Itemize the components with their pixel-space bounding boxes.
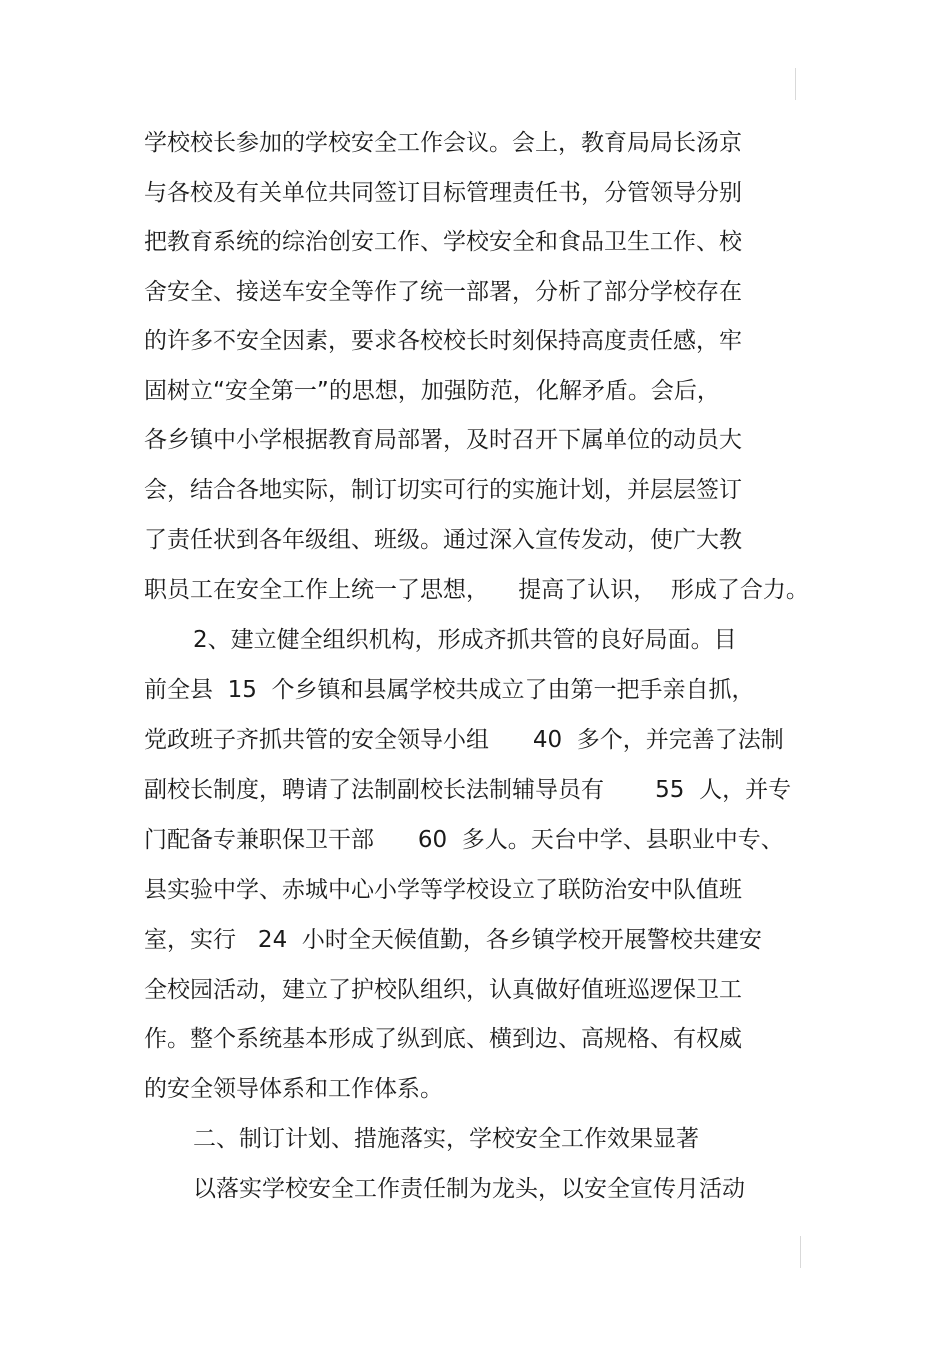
- text-line: 的许多不安全因素，要求各校校长时刻保持高度责任感，牢: [144, 328, 742, 354]
- text-line: 固树立“安全第一”的思想，加强防范，化解矛盾。会后，: [144, 378, 720, 404]
- text-line: 前全县 15 个乡镇和县属学校共成立了由第一把手亲自抓，: [144, 677, 755, 703]
- text-line: 作。整个系统基本形成了纵到底、横到边、高规格、有权威: [144, 1026, 742, 1052]
- paragraph-start-line: 以落实学校安全工作责任制为龙头，以安全宣传月活动: [193, 1176, 745, 1202]
- text-line: 各乡镇中小学根据教育局部署，及时召开下属单位的动员大: [144, 427, 742, 453]
- text-line: 门配备专兼职保卫干部 60 多人。天台中学、县职业中专、: [144, 827, 784, 853]
- text-line: 职员工在安全工作上统一了思想， 提高了认识， 形成了合力。: [144, 577, 809, 603]
- text-line: 把教育系统的综治创安工作、学校安全和食品卫生工作、校: [144, 229, 742, 255]
- text-line: 的安全领导体系和工作体系。: [144, 1076, 443, 1102]
- text-line: 学校校长参加的学校安全工作会议。会上，教育局局长汤京: [144, 130, 742, 156]
- page-corner-mark-top: [795, 68, 796, 100]
- text-line: 全校园活动，建立了护校队组织，认真做好值班巡逻保卫工: [144, 977, 742, 1003]
- text-line: 会，结合各地实际，制订切实可行的实施计划，并层层签订: [144, 477, 742, 503]
- text-line: 副校长制度，聘请了法制副校长法制辅导员有 55 人，并专: [144, 777, 792, 803]
- text-line: 党政班子齐抓共管的安全领导小组 40 多个，并完善了法制: [144, 727, 784, 753]
- text-line: 县实验中学、赤城中心小学等学校设立了联防治安中队值班: [144, 877, 742, 903]
- text-line: 与各校及有关单位共同签订目标管理责任书，分管领导分别: [144, 180, 742, 206]
- paragraph-start-line: 2、建立健全组织机构，形成齐抓共管的良好局面。目: [193, 627, 737, 653]
- page-corner-mark-bottom: [800, 1236, 801, 1268]
- text-line: 舍安全、接送车安全等作了统一部署，分析了部分学校存在: [144, 279, 742, 305]
- text-line: 了责任状到各年级组、班级。通过深入宣传发动，使广大教: [144, 527, 742, 553]
- section-heading: 二、制订计划、措施落实，学校安全工作效果显著: [193, 1126, 699, 1152]
- text-line: 室，实行 24 小时全天候值勤，各乡镇学校开展警校共建安: [144, 927, 762, 953]
